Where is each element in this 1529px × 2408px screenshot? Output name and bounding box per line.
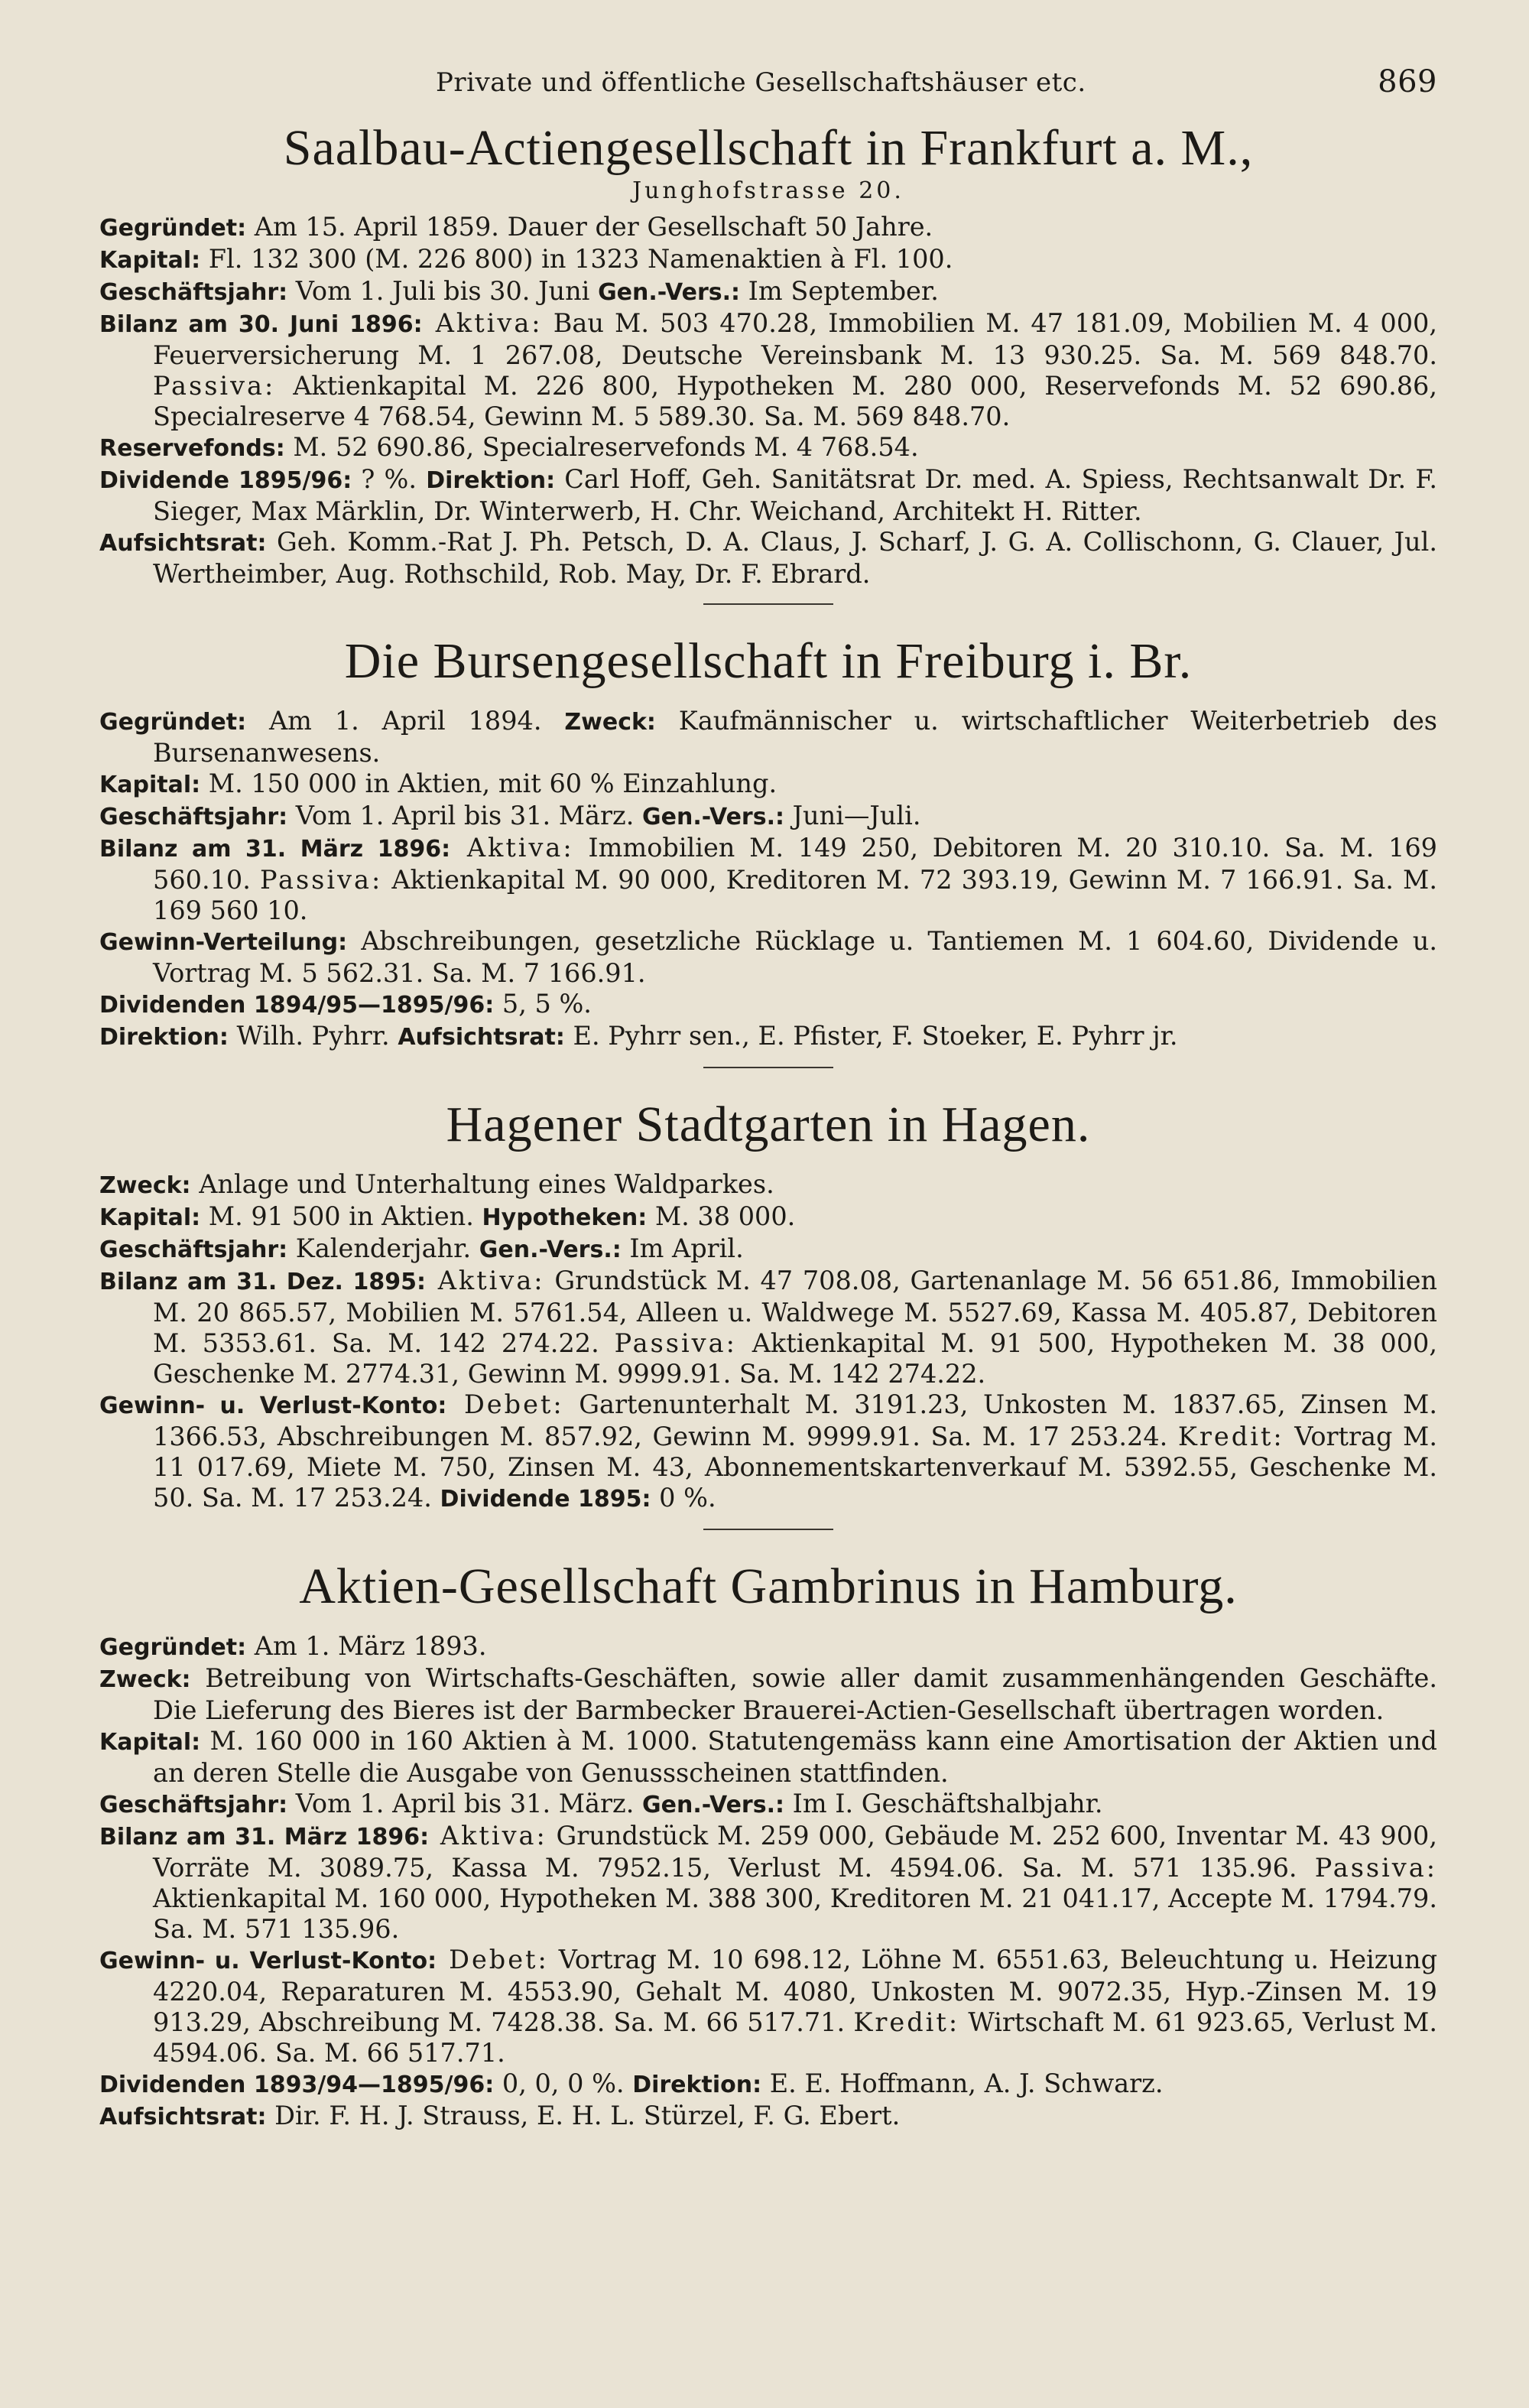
field-value: 0 %. [651,1482,716,1513]
company-section [99,119,1437,590]
subfield-label: Aktiva: [450,832,574,863]
company-heading: Saalbau-Actiengesellschaft in Frankfurt a. M., [283,120,1254,176]
field-value: Aktienkapital M. 226 800, Hypotheken M. 280 000, Reservefonds M. 52 690.86, Specialreserve 4 768.54, Gewinn M. 5 589.30. Sa. M. 569 848.70. [153,370,1437,431]
field-label: Gen.-Vers.: [642,1791,784,1818]
field-label: Geschäftsjahr: [99,278,288,306]
field-label: Bilanz am 31. März 1896: [99,835,451,863]
company-section [99,1067,1437,1515]
field-label: Aufsichtsrat: [398,1023,565,1051]
field-value: Bau M. 503 470.28, Immobilien M. 47 181.09, Mobilien M. 4 000, Feuerversicherung M. 1 267.08, Deutsche Vereinsbank M. 13 930.25. Sa. M. 569 848.70. [153,307,1437,370]
field-value: Im September. [740,275,939,306]
field-label: Geschäftsjahr: [99,803,288,830]
entry-paragraph [99,1631,1437,1663]
subfield-label: Aktiva: [425,1265,545,1295]
field-value: Kaufmännischer u. wirtschaftlicher Weiterbetrieb des Bursenanwesens. [153,705,1437,768]
section-header [99,119,1437,204]
field-label: Dividenden 1893/94—1895/96: [99,2071,495,2098]
subfield-label: Kredit: [1177,1421,1284,1451]
field-value: Wilh. Pyhrr. [228,1020,398,1051]
field-value: Abschreibungen, gesetzliche Rücklage u. Tantiemen M. 1 604.60, Dividende u. Vortrag M. 5 562.31. Sa. M. 7 166.91. [153,925,1437,988]
field-value: Carl Hoff, Geh. Sanitätsrat Dr. med. A. Spiess, Rechtsanwalt Dr. F. Sieger, Max Märklin, Dr. Winterwerb, H. Chr. Weichand, Architekt H. Ritter. [153,463,1437,526]
subfield-label: Passiva: [614,1327,737,1358]
field-value: Aktienkapital M. 91 500, Hypotheken M. 38 000, Geschenke M. 2774.31, Gewinn M. 9999.91. Sa. M. 142 274.22. [153,1327,1437,1389]
sections [99,119,1437,2133]
entry-paragraph [99,244,1437,276]
field-label: Gen.-Vers.: [598,278,741,306]
entry-paragraph [99,989,1437,1021]
field-value: Am 1. März 1893. [246,1630,487,1661]
section-divider [703,1529,833,1530]
entry-paragraph [99,926,1437,989]
company-section [99,1529,1437,2133]
field-label: Bilanz am 31. März 1896: [99,1823,430,1851]
entry-paragraph [99,1663,1437,1726]
field-label: Direktion: [99,1023,229,1051]
field-value: 5, 5 %. [494,988,592,1019]
field-value: E. Pyhrr sen., E. Pfister, F. Stoeker, E. Pyhrr jr. [564,1020,1178,1051]
field-value: Am 1. April 1894. [246,705,565,736]
field-label: Aufsichtsrat: [99,2103,267,2130]
field-label: Gewinn-Verteilung: [99,928,348,956]
company-address: Junghofstrasse 20. [632,177,904,204]
section-header [99,632,1437,691]
entry-paragraph [99,276,1437,308]
field-value: Betreibung von Wirtschafts-Geschäften, sowie aller damit zusammenhängenden Geschäfte. Die Lieferung des Bieres ist der Barmbecker Brauerei-Actien-Gesellschaft übertragen worden. [153,1662,1437,1725]
field-label: Bilanz am 30. Juni 1896: [99,310,423,338]
entry-paragraph [99,212,1437,244]
field-label: Zweck: [99,1172,191,1199]
field-label: Gen.-Vers.: [479,1236,622,1263]
page-number: 869 [1378,64,1437,99]
field-label: Gewinn- u. Verlust-Konto: [99,1947,437,1974]
entry-paragraph [99,2101,1437,2133]
section-divider [703,603,833,605]
field-value: Gartenunterhalt M. 3191.23, Unkosten M. 1837.65, Zinsen M. 1366.53, Abschreibungen M. 857.92, Gewinn M. 9999.91. Sa. M. 17 253.24. [153,1389,1437,1451]
field-value: Vom 1. April bis 31. März. [287,800,642,830]
subfield-label: Passiva: [153,370,276,401]
entry-paragraph [99,801,1437,833]
entry-paragraph [99,527,1437,590]
field-value: Vom 1. Juli bis 30. Juni [287,275,599,306]
field-label: Kapital: [99,1204,201,1231]
entry-paragraph [99,1201,1437,1233]
field-label: Kapital: [99,771,201,798]
field-label: Dividenden 1894/95—1895/96: [99,991,495,1019]
section-header [99,1096,1437,1154]
field-label: Hypotheken: [482,1204,648,1231]
field-label: Gewinn- u. Verlust-Konto: [99,1392,447,1419]
field-label: Zweck: [564,708,656,736]
entry-paragraph [99,1726,1437,1789]
company-heading: Hagener Stadtgarten in Hagen. [446,1096,1091,1152]
field-value: 0, 0, 0 %. [494,2068,633,2098]
section-header [99,1558,1437,1616]
field-value: M. 150 000 in Aktien, mit 60 % Einzahlung. [200,768,777,798]
section-divider [703,1067,833,1068]
subfield-label: Passiva: [1314,1852,1437,1883]
field-label: Reservefonds: [99,434,285,462]
running-head-title: Private und öffentliche Gesellschaftshäuser etc. [436,67,1086,98]
field-label: Kapital: [99,1728,201,1756]
field-label: Kapital: [99,246,201,274]
field-label: Gegründet: [99,1633,247,1661]
field-label: Dividende 1895/96: [99,466,352,494]
field-value: Im I. Geschäftshalbjahr. [784,1788,1103,1818]
field-label: Gegründet: [99,214,247,242]
field-value: Grundstück M. 259 000, Gebäude M. 252 600, Inventar M. 43 900, Vorräte M. 3089.75, Kassa M. 7952.15, Verlust M. 4594.06. Sa. M. 571 135.96. [153,1820,1437,1883]
subfield-label: Passiva: [259,864,383,895]
field-label: Direktion: [426,466,556,494]
field-label: Gen.-Vers.: [642,803,784,830]
entry-paragraph [99,833,1437,926]
field-value: Dir. F. H. J. Strauss, E. H. L. Stürzel, F. G. Ebert. [266,2100,901,2130]
field-value: Juni—Juli. [784,800,921,830]
field-label: Bilanz am 31. Dez. 1895: [99,1268,426,1295]
entry-paragraph [99,1021,1437,1053]
entry-paragraph [99,769,1437,801]
field-value: Aktienkapital M. 160 000, Hypotheken M. 388 300, Kreditoren M. 21 041.17, Accepte M. 1794.79. Sa. M. 571 135.96. [153,1883,1437,1944]
company-heading: Aktien-Gesellschaft Gambrinus in Hamburg. [299,1558,1238,1614]
entry-paragraph [99,432,1437,464]
entry-paragraph [99,1789,1437,1821]
field-value: ? %. [352,463,427,494]
field-value: Immobilien M. 149 250, Debitoren M. 20 310.10. Sa. M. 169 560.10. [153,832,1437,895]
field-value: Im April. [621,1233,744,1263]
entry-paragraph [99,1169,1437,1201]
company-heading: Die Bursengesellschaft in Freiburg i. Br. [344,632,1193,689]
field-label: Zweck: [99,1665,191,1693]
field-label: Geschäftsjahr: [99,1236,288,1263]
entry-paragraph [99,464,1437,527]
field-value: M. 160 000 in 160 Aktien à M. 1000. Statutengemäss kann eine Amortisation der Aktien und an deren Stelle die Ausgabe von Genussscheinen stattfinden. [153,1725,1437,1788]
field-label: Direktion: [632,2071,762,2098]
entry-paragraph [99,2068,1437,2101]
company-section [99,603,1437,1053]
field-label: Geschäftsjahr: [99,1791,288,1818]
field-value: Kalenderjahr. [287,1233,479,1263]
field-value: M. 38 000. [647,1201,796,1231]
subfield-label: Aktiva: [422,307,543,338]
field-value: Fl. 132 300 (M. 226 800) in 1323 Namenaktien à Fl. 100. [200,243,953,274]
field-label: Dividende 1895: [440,1485,651,1513]
entry-paragraph [99,1266,1437,1389]
field-value: Vortrag M. 10 698.12, Löhne M. 6551.63, Beleuchtung u. Heizung 4220.04, Reparaturen M. 4553.90, Gehalt M. 4080, Unkosten M. 9072.35, Hyp.-Zinsen M. 19 913.29, Abschreibung M. 7428.38. Sa. M. 66 517.71. [153,1944,1438,2037]
subfield-label: Aktiva: [429,1820,547,1851]
field-value: M. 52 690.86, Specialreservefonds M. 4 768.54. [284,431,919,462]
field-value: Aktienkapital M. 90 000, Kreditoren M. 72 393.19, Gewinn M. 7 166.91. Sa. M. 169 560 10. [153,864,1438,925]
subfield-label: Kredit: [853,2007,960,2037]
subfield-label: Debet: [446,1389,564,1419]
field-value: M. 91 500 in Aktien. [200,1201,482,1231]
entry-paragraph [99,1821,1437,1945]
field-label: Aufsichtsrat: [99,529,267,557]
field-label: Gegründet: [99,708,247,736]
field-value: Grundstück M. 47 708.08, Gartenanlage M. 56 651.86, Immobilien M. 20 865.57, Mobilien M. 5761.54, Alleen u. Waldwege M. 5527.69, Kassa M. 405.87, Debitoren M. 5353.61. Sa. M. 142 274.22. [153,1265,1437,1358]
entry-paragraph [99,1233,1437,1266]
subfield-label: Debet: [437,1944,549,1974]
field-value: Am 15. April 1859. Dauer der Gesellschaft 50 Jahre. [246,211,933,242]
field-value: Anlage und Unterhaltung eines Waldparkes. [190,1168,774,1199]
running-head [99,60,1437,106]
entry-paragraph [99,1945,1437,2068]
field-value: E. E. Hoffmann, A. J. Schwarz. [761,2068,1164,2098]
entry-paragraph [99,706,1437,769]
field-value: Vom 1. April bis 31. März. [287,1788,642,1818]
field-value: Geh. Komm.-Rat J. Ph. Petsch, D. A. Claus, J. Scharf, J. G. A. Collischonn, G. Clauer, Jul. Wertheimber, Aug. Rothschild, Rob. May, Dr. F. Ebrard. [153,526,1437,589]
field-value: Vortrag M. 11 017.69, Miete M. 750, Zinsen M. 43, Abonnementskartenverkauf M. 5392.55, Geschenke M. 50. Sa. M. 17 253.24. [153,1421,1437,1513]
entry-paragraph [99,1389,1437,1515]
field-value: Wirtschaft M. 61 923.65, Verlust M. 4594.06. Sa. M. 66 517.71. [153,2007,1437,2068]
entry-paragraph [99,308,1437,432]
